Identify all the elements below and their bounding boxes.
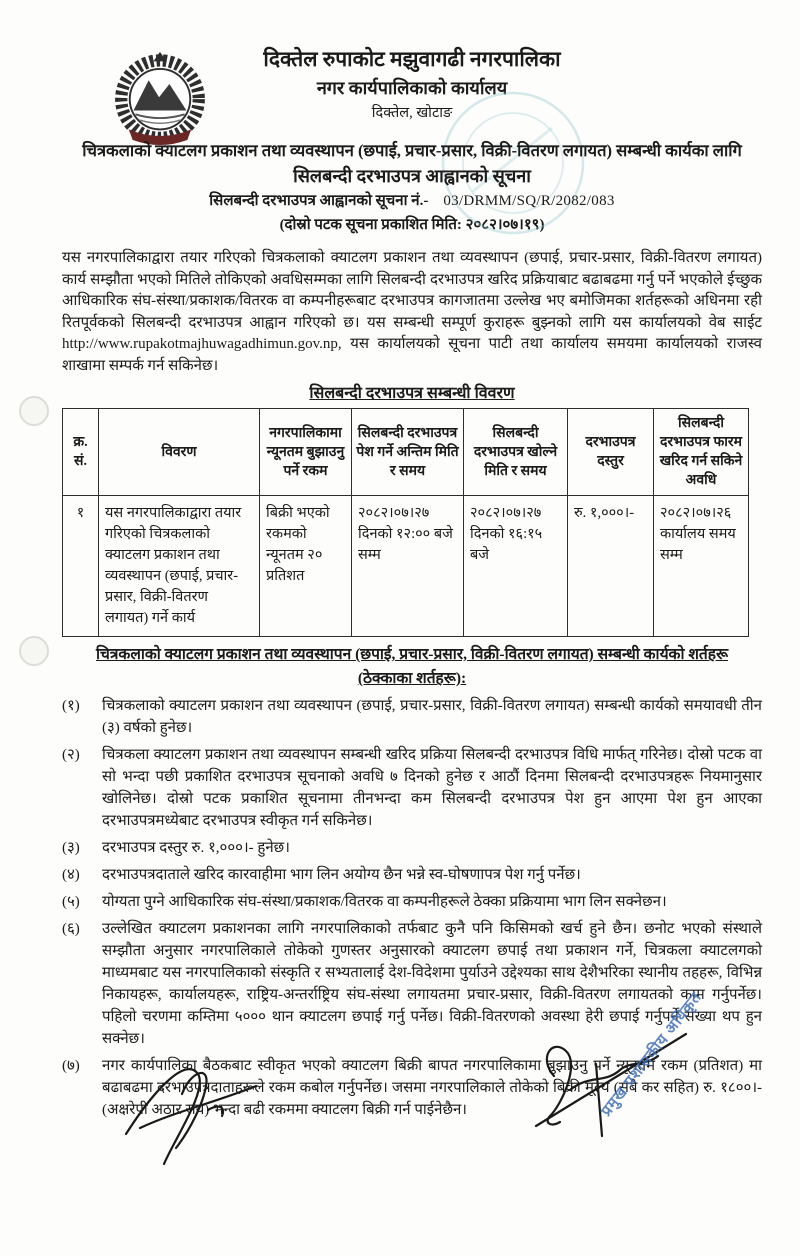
conditions-subheading: (ठेक्काका शर्तहरू): <box>357 670 467 687</box>
condition-item <box>62 864 762 886</box>
table-header-cell: विवरण <box>99 409 260 496</box>
table-header-cell: सिलबन्दी दरभाउपत्र पेश गर्ने अन्तिम मिति र समय <box>352 409 464 496</box>
condition-item <box>62 695 762 739</box>
officer-stamp-text: प्रमुख प्रशासकीय अधिकृत <box>598 989 706 1120</box>
conditions-heading: चित्रकलाको क्याटलग प्रकाशन तथा व्यवस्थापन (छपाई, प्रचार-प्रसार, विक्री-वितरण लगायत) सम्बन्धी कार्यको शर्तहरू <box>96 646 728 663</box>
hole-punch-icon <box>19 636 49 666</box>
notice-title-line2: सिलबन्दी दरभाउपत्र आह्वानको सूचना <box>293 166 531 186</box>
condition-text: नगर कार्यपालिका बैठकबाट स्वीकृत भएको क्याटलग बिक्री बापत नगरपालिकामा बुझाउनु पर्ने न्यूनतम रकम (प्रतिशत) मा बढाबढमा दरभाउपत्रदाताहरूले रकम कबोल गर्नुपर्नेछ। जसमा नगरपालिकाले तोकेको बिक्री मूल्य (सबै कर सहित) रु. १८००।- (अक्षरेपी अठार सय) भन्दा बढी रकममा क्याटलग बिक्री गर्न पाईनेछैन। <box>102 1058 762 1118</box>
table-header-cell: सिलबन्दी दरभाउपत्र फारम खरिद गर्न सकिने अवधि <box>654 409 749 496</box>
table-header-cell: नगरपालिकामा न्यूनतम बुझाउनु पर्ने रकम <box>260 409 352 496</box>
table-header-cell: दरभाउपत्र दस्तुर <box>568 409 654 496</box>
table-cell-description: यस नगरपालिकाद्वारा तयार गरिएको चित्रकलाको क्याटलग प्रकाशन तथा व्यवस्थापन (छपाई, प्रचार-प्रसार, विक्री-वितरण लगायत) गर्ने कार्य <box>99 496 260 637</box>
condition-item <box>62 891 762 913</box>
table-cell-fee: रु. १,०००।- <box>568 496 654 637</box>
condition-item <box>62 837 762 859</box>
table-row <box>63 496 749 637</box>
intro-paragraph: यस नगरपालिकाद्वारा तयार गरिएको चित्रकलाको क्याटलग प्रकाशन तथा व्यवस्थापन (छपाई, प्रचार-प्रसार, विक्री-वितरण लगायत) कार्य सम्झौता भएको मितिले तोकिएको अवधिसम्मका लागि सिलबन्दी दरभाउपत्र खरिद प्रक्रियाबाट बढाबढमा गर्नु पर्ने भएकोले ईच्छुक आधिकारिक संघ-संस्था/प्रकाशक/वितरक वा कम्पनीहरूबाट दरभाउपत्र कागजातमा उल्लेख भए बमोजिमका शर्तहरूको अधिनमा रही रितपूर्वकको सिलबन्दी दरभाउपत्र आह्वान गरिएको छ। यस सम्बन्धी सम्पूर्ण कुराहरू बुझ्नको लागि यस कार्यालयको वेब साईट http://www.rupakotmajhuwagadhimun.gov.np, यस कार्यालयको सूचना पाटी तथा कार्यालय समयमा कार्यालयको राजस्व शाखामा सम्पर्क गर्न सकिनेछ। <box>62 250 762 374</box>
condition-number: (२) <box>62 747 80 763</box>
notice-number-line <box>62 189 762 213</box>
notice-title-line1: चित्रकलाको क्याटलग प्रकाशन तथा व्यवस्थापन (छपाई, प्रचार-प्रसार, विक्री-वितरण लगायत) सम्बन्धी कार्यका लागि <box>82 141 742 160</box>
notice-number-value: 03/DRMM/SQ/R/2082/083 <box>443 193 615 209</box>
condition-number: (५) <box>62 894 80 910</box>
condition-number: (१) <box>62 698 80 714</box>
table-cell-minimum-amount: बिक्री भएको रकमको न्यूनतम २० प्रतिशत <box>260 496 352 637</box>
condition-item <box>62 1055 762 1121</box>
condition-item <box>62 744 762 832</box>
condition-number: (६) <box>62 921 80 937</box>
office-location: दिक्तेल, खोटाङ <box>371 105 453 121</box>
table-cell-submission-deadline: २०८२।०७।२७ दिनको १२:०० बजे सम्म <box>352 496 464 637</box>
condition-text: दरभाउपत्रदाताले खरिद कारवाहीमा भाग लिन अयोग्य छैन भन्ने स्व-घोषणापत्र पेश गर्नु पर्नेछ। <box>102 867 581 883</box>
table-title: सिलबन्दी दरभाउपत्र सम्बन्धी विवरण <box>309 385 515 402</box>
table-header-row <box>63 409 749 496</box>
publish-date-line: (दोस्रो पटक सूचना प्रकाशित मिति: २०८२।०७।१९) <box>279 217 545 233</box>
condition-text: योग्यता पुग्ने आधिकारिक संघ-संस्था/प्रकाशक/वितरक वा कम्पनीहरूले ठेक्का प्रक्रियामा भाग लिन सक्नेछन। <box>102 894 667 910</box>
notice-number-label: सिलबन्दी दरभाउपत्र आह्वानको सूचना नं.- <box>209 193 429 209</box>
condition-number: (७) <box>62 1058 80 1074</box>
condition-text: चित्रकलाको क्याटलग प्रकाशन तथा व्यवस्थापन (छपाई, प्रचार-प्रसार, विक्री-वितरण लगायत) सम्बन्धी कार्यको समयावधी तीन (३) वर्षको हुनेछ। <box>102 698 762 736</box>
tender-details-table <box>62 408 749 637</box>
table-header-cell: क्र. सं. <box>63 409 99 496</box>
table-cell-opening-time: २०८२।०७।२७ दिनको १६:१५ बजे <box>464 496 568 637</box>
document-header <box>62 44 762 124</box>
condition-text: उल्लेखित क्याटलग प्रकाशनका लागि नगरपालिकाको तर्फबाट कुनै पनि किसिमको खर्च हुने छैन। छनोट भएको संस्थाले सम्झौता अनुसार नगरपालिकाले तोकेको गुणस्तर अनुसारको क्याटलग छपाई तथा प्रकाशन गर्ने, चित्रकला क्याटलगको माध्यमबाट यस नगरपालिकाको संस्कृति र सभ्यतालाई देश-विदेशमा पुर्याउने उद्देश्यका साथ देशैभरिका स्थानीय तहहरू, विभिन्न निकायहरू, कार्यालयहरू, राष्ट्रिय-अन्तर्राष्ट्रिय संघ-संस्था लगायतमा प्रचार-प्रसार, विक्री-वितरण लगायतको काम गर्नुपर्नेछ। पहिलो चरणमा कम्तिमा ५००० थान क्याटलग छपाई गर्नु पर्नेछ। विक्री-वितरणको अवस्था हेरी छपाई गर्नुपर्ने संख्या थप हुन सक्नेछ। <box>102 921 762 1047</box>
condition-text: दरभाउपत्र दस्तुर रु. १,०००।- हुनेछ। <box>102 840 290 856</box>
table-cell-serial: १ <box>63 496 99 637</box>
hole-punch-icon <box>19 396 49 426</box>
condition-text: चित्रकला क्याटलग प्रकाशन तथा व्यवस्थापन सम्बन्धी खरिद प्रक्रिया सिलबन्दी दरभाउपत्र विधि मार्फत् गरिनेछ। दोस्रो पटक वा सो भन्दा पछी प्रकाशित दरभाउपत्र सूचनाको अवधि ७ दिनको हुनेछ र आठौं दिनमा सिलबन्दी दरभाउपत्रहरू नियमानुसार खोलिनेछ। दोस्रो पटक प्रकाशित सूचनामा तीनभन्दा कम सिलबन्दी दरभाउपत्र पेश हुन आएमा पेश हुन आएका दरभाउपत्रमध्येबाट दरभाउपत्र स्वीकृत गर्न सकिनेछ। <box>102 747 762 829</box>
table-header-cell: सिलबन्दी दरभाउपत्र खोल्ने मिति र समय <box>464 409 568 496</box>
office-name: नगर कार्यपालिकाको कार्यालय <box>316 78 508 98</box>
municipality-name: दिक्तेल रुपाकोट मझुवागढी नगरपालिका <box>263 47 561 71</box>
condition-number: (४) <box>62 867 80 883</box>
condition-number: (३) <box>62 840 80 856</box>
table-cell-form-purchase-period: २०८२।०७।२६ कार्यालय समय सम्म <box>654 496 749 637</box>
